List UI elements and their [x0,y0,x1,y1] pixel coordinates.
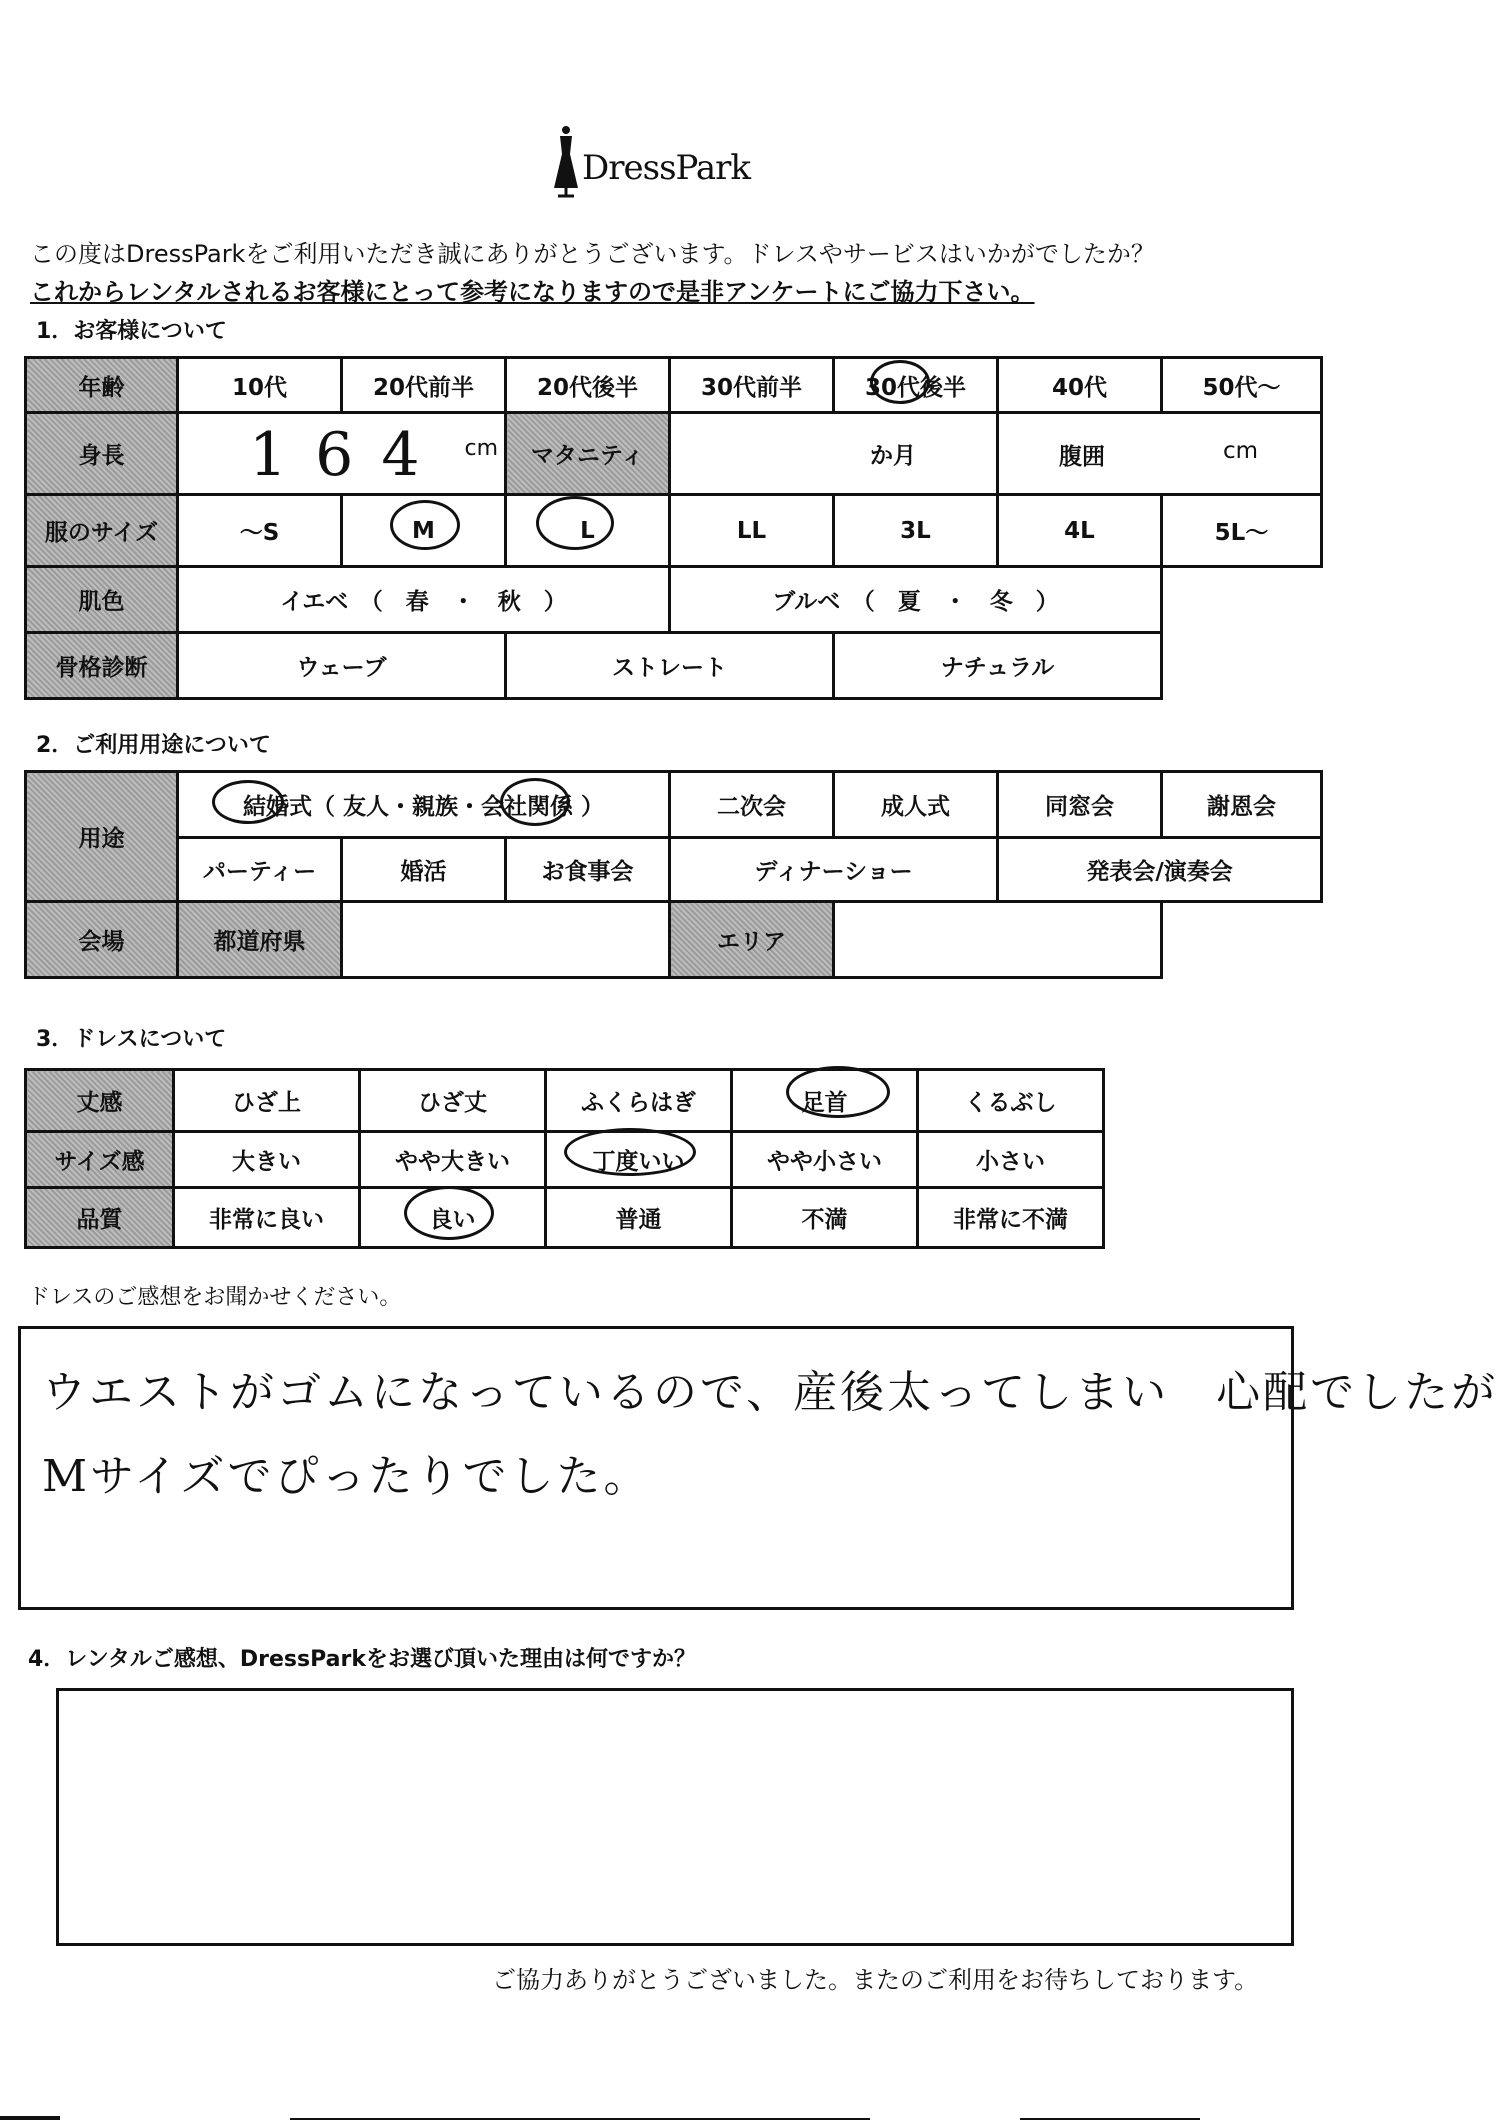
section4-title: 4．レンタルご感想、DressParkをお選び頂いた理由は何ですか？ [28,1647,696,1672]
fit-option-selected[interactable]: 丁度いい [546,1132,732,1188]
area-label: エリア [670,902,834,978]
prefecture-label: 都道府県 [178,902,342,978]
age-option[interactable]: 20代後半 [506,358,670,413]
skin-blue-option[interactable]: ブルベ （ 夏 ・ 冬 ） [670,567,1162,633]
size-label: 服のサイズ [26,495,178,567]
age-label: 年齢 [26,358,178,413]
age-option[interactable]: 20代前半 [342,358,506,413]
length-option[interactable]: ひざ丈 [360,1070,546,1132]
quality-option[interactable]: 普通 [546,1188,732,1248]
comment-prompt: ドレスのご感想をお聞かせください。 [28,1285,402,1310]
intro-text: この度はDressParkをご利用いただき誠にありがとうございます。ドレスやサービスはいかがでしたか？ [30,240,1155,268]
height-unit: cm [464,436,498,461]
size-option-selected[interactable]: M [342,495,506,567]
length-option[interactable]: くるぶし [918,1070,1104,1132]
closing-message: ご協力ありがとうございました。またのご利用をお待ちしております。 [492,1966,1259,1994]
age-option[interactable]: 40代 [998,358,1162,413]
section2-title: 2．ご利用用途について [36,733,271,758]
size-option-selected[interactable]: L [506,495,670,567]
body-type-option[interactable]: ストレート [506,633,834,699]
purpose-option[interactable]: パーティー [178,838,342,902]
brand-name: DressPark [582,148,751,188]
customer-table [24,356,1323,700]
maternity-label: マタニティ [506,413,670,495]
fit-option[interactable]: やや大きい [360,1132,546,1188]
fit-option[interactable]: 小さい [918,1132,1104,1188]
length-label: 丈感 [26,1070,174,1132]
length-option-selected[interactable]: 足首 [732,1070,918,1132]
dress-table [24,1068,1105,1249]
purpose-wedding-option[interactable]: 結婚式（ 友人・親族・会社関係 ） [178,772,670,838]
scan-edge-mark [290,2118,870,2120]
area-field[interactable] [834,902,1162,978]
height-field[interactable] [178,413,506,495]
maternity-months-field[interactable] [670,413,998,495]
purpose-option[interactable]: 謝恩会 [1162,772,1322,838]
length-option[interactable]: ひざ上 [174,1070,360,1132]
quality-option[interactable]: 非常に良い [174,1188,360,1248]
purpose-option[interactable]: 二次会 [670,772,834,838]
purpose-option[interactable]: 婚活 [342,838,506,902]
belly-unit: cm [1222,438,1258,464]
body-type-option[interactable]: ウェーブ [178,633,506,699]
purpose-label: 用途 [26,772,178,902]
age-option[interactable]: 30代前半 [670,358,834,413]
fit-label: サイズ感 [26,1132,174,1188]
quality-option[interactable]: 不満 [732,1188,918,1248]
age-option[interactable]: 50代～ [1162,358,1322,413]
purpose-option[interactable]: 成人式 [834,772,998,838]
size-option[interactable]: 4L [998,495,1162,567]
body-type-label: 骨格診断 [26,633,178,699]
age-option-selected[interactable]: 30代後半 [834,358,998,413]
size-option[interactable]: 5L～ [1162,495,1322,567]
rental-comment-box[interactable] [56,1688,1294,1946]
height-value: 164 [249,420,448,490]
section1-title: 1．お客様について [36,319,227,344]
comment-line: ウエストがゴムになっているので、産後太ってしまい 心配でしたが [42,1367,1499,1418]
height-label: 身長 [26,413,178,495]
quality-option-selected[interactable]: 良い [360,1188,546,1248]
comment-line: Mサイズでぴったりでした。 [42,1451,651,1502]
intro-request: これからレンタルされるお客様にとって参考になりますので是非アンケートにご協力下さい。 [30,278,1035,306]
fit-option[interactable]: やや小さい [732,1132,918,1188]
section3-title: 3．ドレスについて [36,1027,227,1052]
size-option[interactable]: 3L [834,495,998,567]
scan-edge-mark [1020,2118,1200,2120]
skin-label: 肌色 [26,567,178,633]
skin-yellow-option[interactable]: イエベ （ 春 ・ 秋 ） [178,567,670,633]
purpose-option[interactable]: 同窓会 [998,772,1162,838]
age-option[interactable]: 10代 [178,358,342,413]
quality-option[interactable]: 非常に不満 [918,1188,1104,1248]
belly-field[interactable] [998,413,1322,495]
months-unit: か月 [870,443,916,469]
purpose-option[interactable]: 発表会/演奏会 [998,838,1322,902]
purpose-table [24,770,1323,979]
belly-label: 腹囲 [1059,444,1105,470]
length-option[interactable]: ふくらはぎ [546,1070,732,1132]
purpose-option[interactable]: お食事会 [506,838,670,902]
purpose-option[interactable]: ディナーショー [670,838,998,902]
venue-label: 会場 [26,902,178,978]
prefecture-field[interactable] [342,902,670,978]
body-type-option[interactable]: ナチュラル [834,633,1162,699]
size-option[interactable]: ～S [178,495,342,567]
fit-option[interactable]: 大きい [174,1132,360,1188]
quality-label: 品質 [26,1188,174,1248]
scan-edge-mark [0,2116,60,2120]
size-option[interactable]: LL [670,495,834,567]
